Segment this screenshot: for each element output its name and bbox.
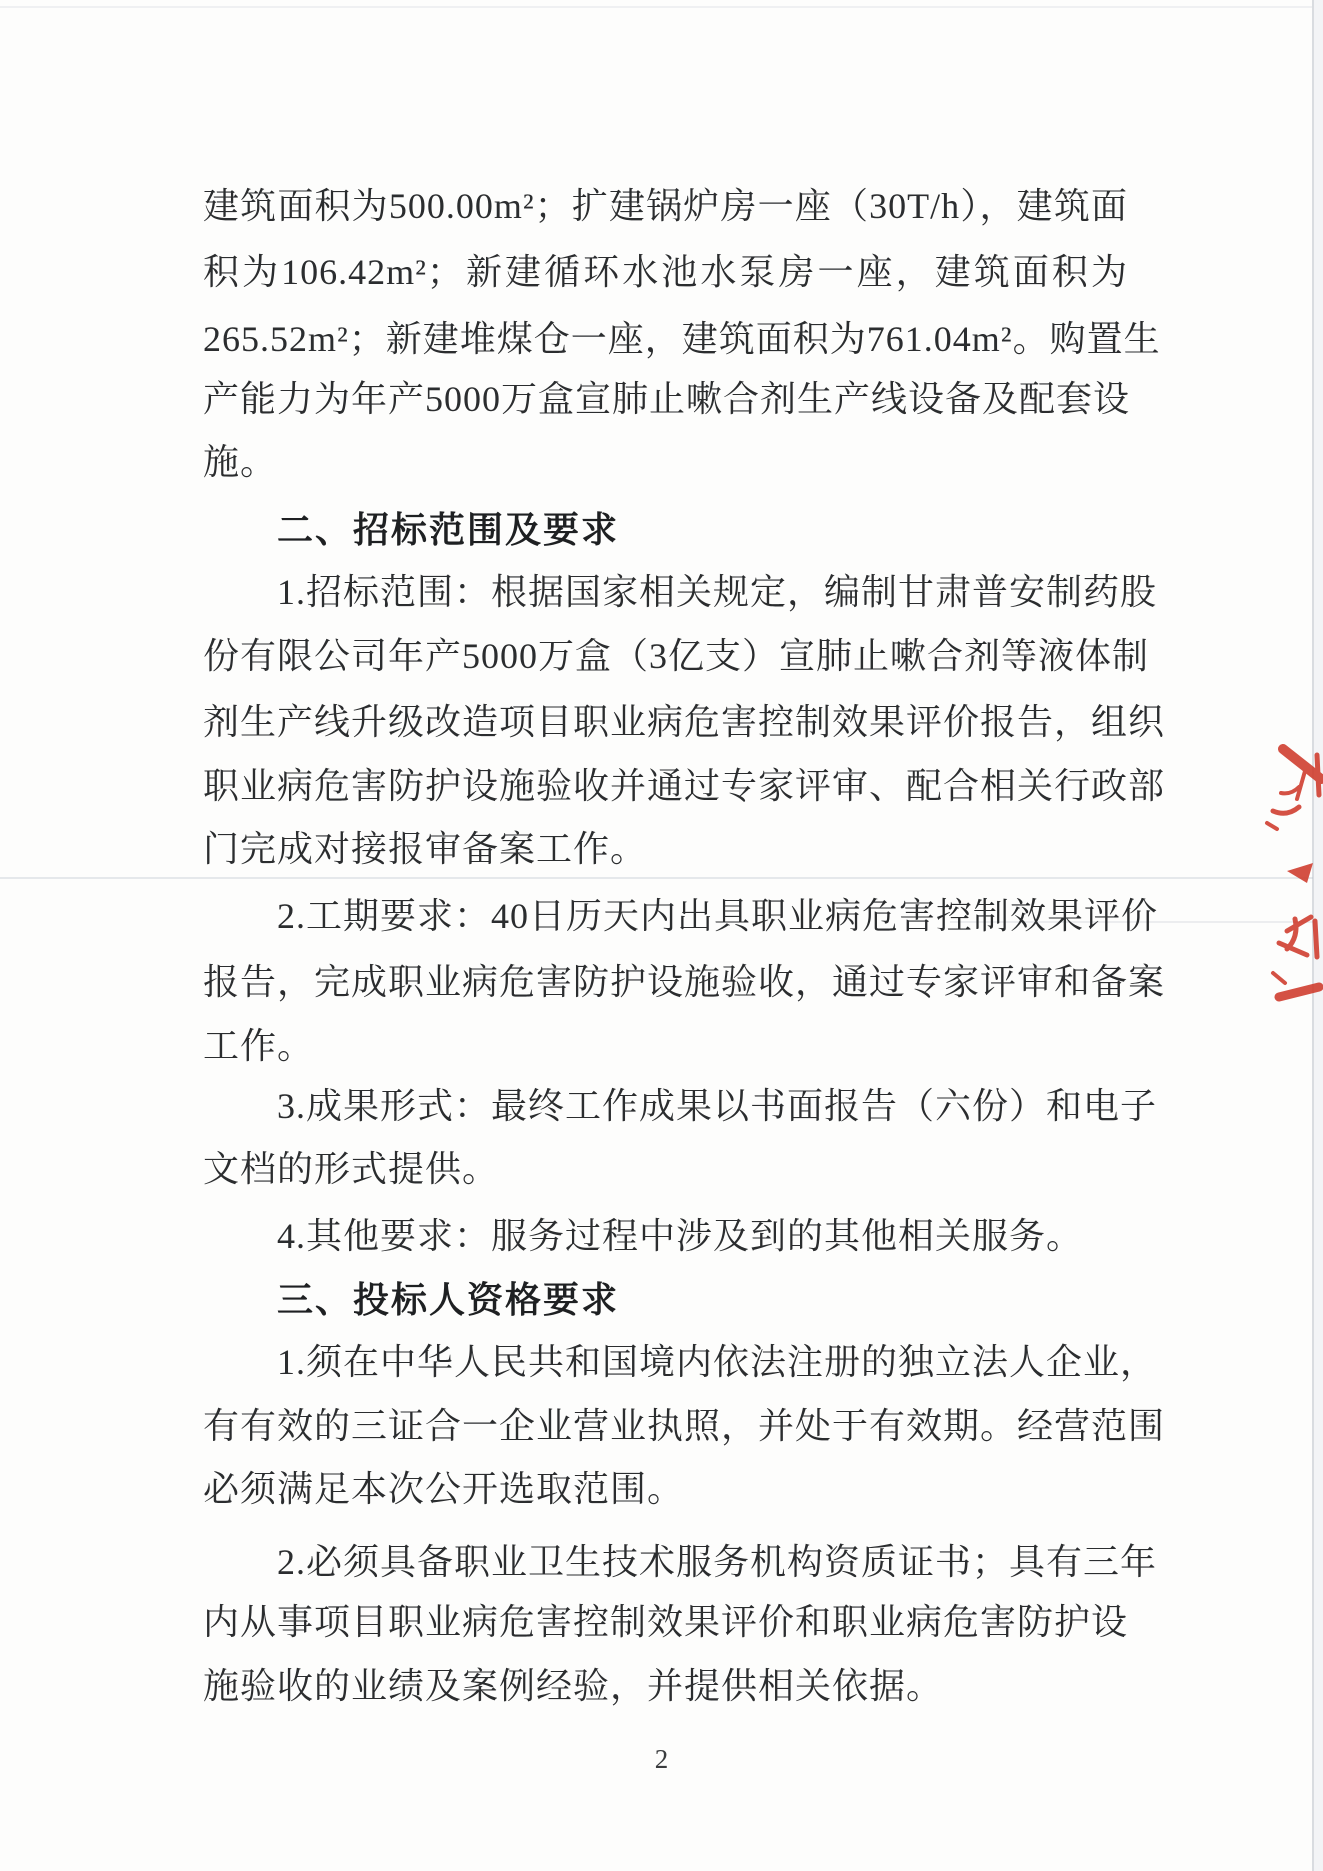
body-line: 2.工期要求：40日历天内出具职业病危害控制效果评价 xyxy=(277,896,1159,936)
body-line: 文档的形式提供。 xyxy=(203,1149,500,1189)
body-line: 施验收的业绩及案例经验，并提供相关依据。 xyxy=(203,1666,944,1706)
body-line: 工作。 xyxy=(203,1026,315,1066)
body-line: 职业病危害防护设施验收并通过专家评审、配合相关行政部 xyxy=(203,766,1166,806)
section-heading: 二、招标范围及要求 xyxy=(277,509,620,550)
page-number: 2 xyxy=(654,1744,669,1774)
body-line: 265.52m²；新建堆煤仓一座，建筑面积为761.04m²。购置生 xyxy=(203,319,1161,359)
body-line: 产能力为年产5000万盒宣肺止嗽合剂生产线设备及配套设 xyxy=(203,379,1131,419)
body-line: 份有限公司年产5000万盒（3亿支）宣肺止嗽合剂等液体制 xyxy=(203,636,1150,676)
section-heading: 三、投标人资格要求 xyxy=(277,1279,620,1320)
body-line: 必须满足本次公开选取范围。 xyxy=(203,1469,685,1509)
red-stamp-fragment xyxy=(1253,735,1323,1025)
body-line: 4.其他要求：服务过程中涉及到的其他相关服务。 xyxy=(277,1216,1084,1256)
body-line: 有有效的三证合一企业营业执照，并处于有效期。经营范围 xyxy=(203,1406,1166,1446)
body-line: 施。 xyxy=(203,442,278,482)
body-line: 1.须在中华人民共和国境内依法注册的独立法人企业， xyxy=(277,1342,1158,1382)
body-line: 3.成果形式：最终工作成果以书面报告（六份）和电子 xyxy=(277,1086,1158,1126)
body-line: 报告，完成职业病危害防护设施验收，通过专家评审和备案 xyxy=(203,962,1166,1002)
body-line: 1.招标范围：根据国家相关规定，编制甘肃普安制药股 xyxy=(277,572,1158,612)
body-line: 内从事项目职业病危害控制效果评价和职业病危害防护设 xyxy=(203,1602,1129,1642)
scan-artifact-top-line xyxy=(0,6,1323,8)
body-line: 积为106.42m²；新建循环水池水泵房一座，建筑面积为 xyxy=(203,252,1128,292)
body-line: 建筑面积为500.00m²；扩建锅炉房一座（30T/h），建筑面 xyxy=(203,186,1128,226)
body-line: 门完成对接报审备案工作。 xyxy=(203,829,648,869)
body-line: 剂生产线升级改造项目职业病危害控制效果评价报告，组织 xyxy=(203,702,1166,742)
body-line: 2.必须具备职业卫生技术服务机构资质证书；具有三年 xyxy=(277,1542,1158,1582)
